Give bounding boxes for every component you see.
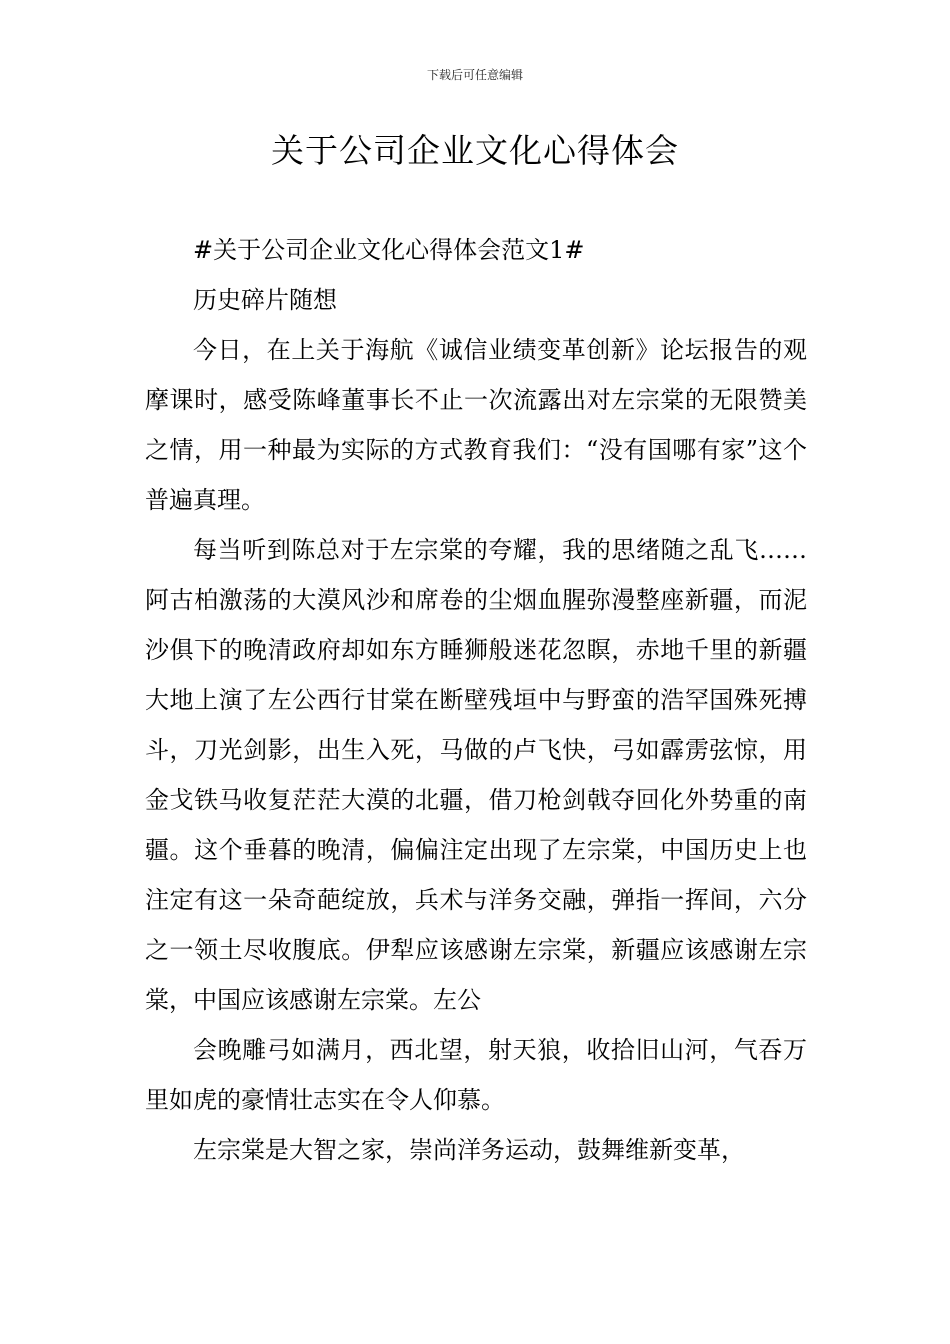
header-note: 下载后可任意编辑 bbox=[426, 68, 523, 82]
section-heading: #关于公司企业文化心得体会范文1# bbox=[193, 236, 585, 264]
subheading: 历史碎片随想 bbox=[193, 286, 337, 314]
paragraph: 今日，在上关于海航《诚信业绩变革创新》论坛报告的观摩课时，感受陈峰董事长不止一次流露出对左宗棠的无限赞美之情，用一种最为实际的方式教育我们：“没有国哪有家”这个普遍真理。 bbox=[145, 336, 807, 514]
document-title: 关于公司企业文化心得体会 bbox=[271, 131, 679, 170]
paragraph: 每当听到陈总对于左宗棠的夸耀，我的思绪随之乱飞……阿古柏激荡的大漠风沙和席卷的尘烟血腥弥漫整座新疆，而泥沙俱下的晚清政府却如东方睡狮般迷花忽瞑，赤地千里的新疆大地上演了左公西行甘棠在断壁残垣中与野蛮的浩罕国殊死搏斗，刀光剑影，出生入死，马做的卢飞快，弓如霹雳弦惊，用金戈铁马收复茫茫大漠的北疆，借刀枪剑戟夺回化外势重的南疆。这个垂暮的晚清，偏偏注定出现了左宗棠，中国历史上也注定有这一朵奇葩绽放，兵术与洋务交融，弹指一挥间，六分之一领土尽收腹底。伊犁应该感谢左宗棠，新疆应该感谢左宗棠，中国应该感谢左宗棠。左公 bbox=[145, 536, 807, 1014]
paragraph: 左宗棠是大智之家，崇尚洋务运动，鼓舞维新变革， bbox=[193, 1136, 745, 1164]
document-body bbox=[145, 225, 807, 1175]
paragraph: 会晚雕弓如满月，西北望，射天狼，收拾旧山河，气吞万里如虎的豪情壮志实在令人仰慕。 bbox=[145, 1036, 807, 1114]
